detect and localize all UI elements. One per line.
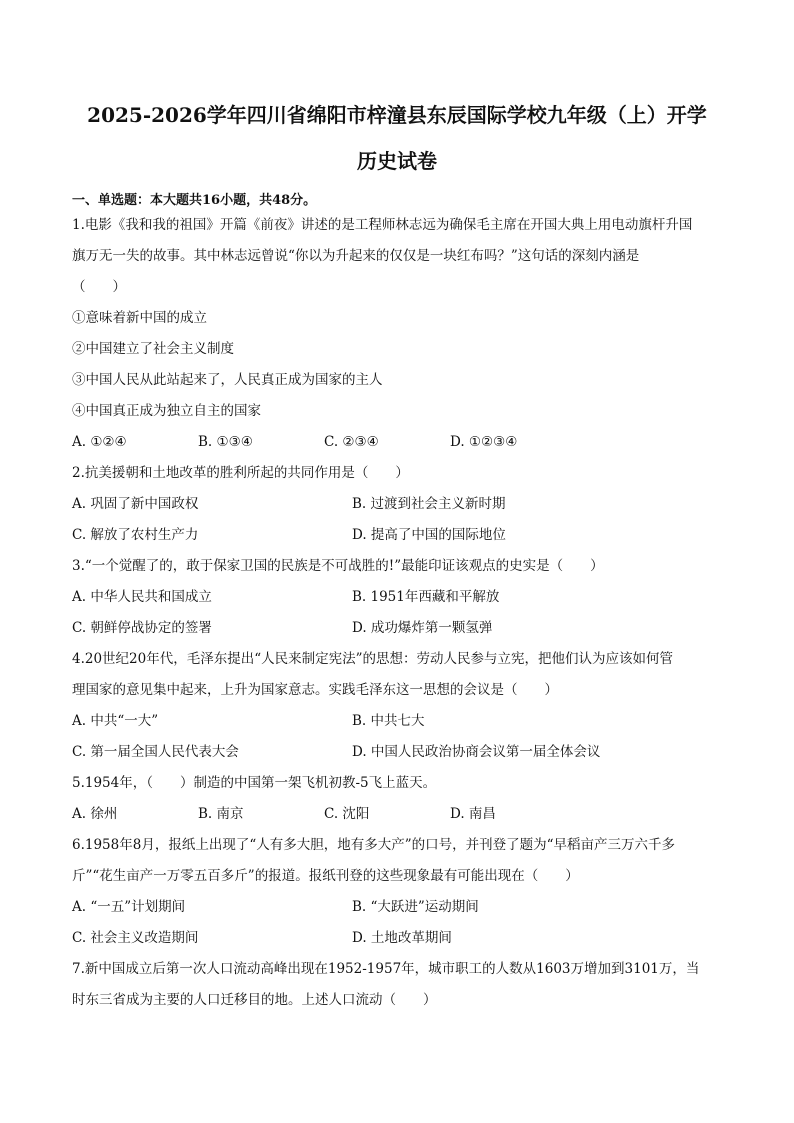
option-b: B. ①③④: [198, 434, 253, 450]
answer-options: [72, 489, 722, 520]
option-a: A. “一五”计划期间: [72, 899, 186, 915]
answer-options: [72, 737, 722, 768]
option-b: B. 过渡到社会主义新时期: [352, 496, 506, 512]
question-5: [72, 768, 722, 830]
question-text-line: 时东三省成为主要的人口迁移目的地。上述人口流动（ ）: [72, 992, 437, 1008]
option-b: B. 南京: [198, 806, 244, 822]
question-1: [72, 210, 722, 458]
statement-item: ③中国人民从此站起来了，人民真正成为国家的主人: [72, 372, 383, 388]
question-text-line: 斤”“花生亩产一万零五百多斤”的报道。报纸刊登的这些现象最有可能出现在（ ）: [72, 868, 579, 884]
question-text-line: 4.20世纪20年代，毛泽东提出“人民来制定宪法”的思想：劳动人民参与立宪，把他们认为应该如何管: [72, 651, 674, 667]
question-text-line: 2.抗美援朝和土地改革的胜利所起的共同作用是（ ）: [72, 465, 409, 481]
answer-options: [72, 923, 722, 954]
answer-options: [72, 706, 722, 737]
question-7: [72, 954, 722, 1016]
option-a: A. 巩固了新中国政权: [72, 496, 199, 512]
question-text-line: 1.电影《我和我的祖国》开篇《前夜》讲述的是工程师林志远为确保毛主席在开国大典上用电动旗杆升国: [72, 217, 693, 233]
question-text-line: 3.“一个觉醒了的，敢于保家卫国的民族是不可战胜的!”最能印证该观点的史实是（ ）: [72, 558, 604, 574]
statement-item: ④中国真正成为独立自主的国家: [72, 403, 261, 419]
option-b: B. “大跃进”运动期间: [352, 899, 479, 915]
question-4: [72, 644, 722, 768]
option-a: A. 徐州: [72, 806, 118, 822]
question-text-line: 6.1958年8月，报纸上出现了“人有多大胆，地有多大产”的口号，并刊登了题为“早稻亩产三万六千多: [72, 837, 676, 853]
option-d: D. ①②③④: [450, 434, 518, 450]
answer-options: [72, 582, 722, 613]
option-a: A. ①②④: [72, 434, 127, 450]
answer-options: [72, 892, 722, 923]
option-b: B. 1951年西藏和平解放: [352, 589, 500, 605]
exam-page: [72, 96, 722, 1016]
question-text-line: （ ）: [72, 279, 126, 295]
option-a: A. 中共“一大”: [72, 713, 159, 729]
option-c: C. 沈阳: [324, 806, 370, 822]
option-d: D. 土地改革期间: [352, 930, 452, 946]
option-c: C. ②③④: [324, 434, 379, 450]
question-6: [72, 830, 722, 954]
exam-title-line2: 历史试卷: [357, 149, 437, 173]
option-b: B. 中共七大: [352, 713, 425, 729]
question-text-line: 旗万无一失的故事。其中林志远曾说“你以为升起来的仅仅是一块红布吗？”这句话的深刻内涵是: [72, 248, 640, 264]
section-heading: 一、单选题：本大题共16小题，共48分。: [72, 193, 317, 208]
question-text-line: 7.新中国成立后第一次人口流动高峰出现在1952-1957年，城市职工的人数从1603万增加到3101万，当: [72, 961, 700, 977]
answer-options: [72, 427, 722, 458]
option-c: C. 朝鲜停战协定的签署: [72, 620, 212, 636]
option-d: D. 成功爆炸第一颗氢弹: [352, 620, 493, 636]
option-d: D. 南昌: [450, 806, 496, 822]
answer-options: [72, 799, 722, 830]
option-d: D. 中国人民政治协商会议第一届全体会议: [352, 744, 601, 760]
answer-options: [72, 520, 722, 551]
statement-item: ①意味着新中国的成立: [72, 310, 207, 326]
option-c: C. 社会主义改造期间: [72, 930, 199, 946]
option-c: C. 解放了农村生产力: [72, 527, 199, 543]
option-d: D. 提高了中国的国际地位: [352, 527, 506, 543]
option-c: C. 第一届全国人民代表大会: [72, 744, 239, 760]
question-text-line: 5.1954年，（ ）制造的中国第一架飞机初教-5飞上蓝天。: [72, 775, 437, 791]
option-a: A. 中华人民共和国成立: [72, 589, 212, 605]
statement-item: ②中国建立了社会主义制度: [72, 341, 234, 357]
question-3: [72, 551, 722, 644]
answer-options: [72, 613, 722, 644]
question-2: [72, 458, 722, 551]
question-text-line: 理国家的意见集中起来，上升为国家意志。实践毛泽东这一思想的会议是（ ）: [72, 682, 558, 698]
exam-title-line1: 2025-2026学年四川省绵阳市梓潼县东辰国际学校九年级（上）开学: [87, 103, 707, 127]
